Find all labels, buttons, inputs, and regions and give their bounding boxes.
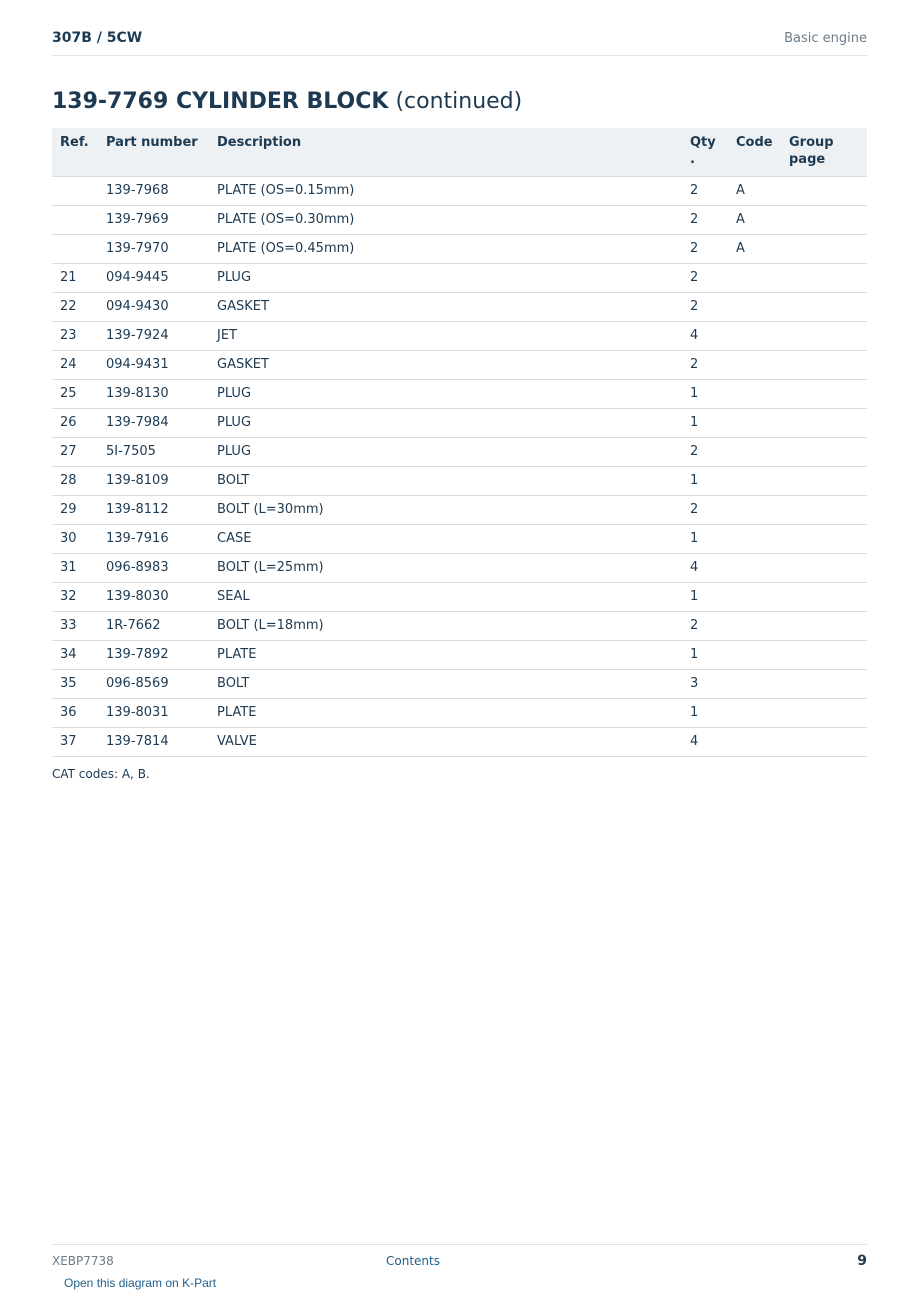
ref-cell: 33	[52, 611, 98, 640]
code-cell	[728, 611, 781, 640]
group-page-cell	[781, 553, 867, 582]
group-page-cell	[781, 263, 867, 292]
qty-cell: 4	[682, 553, 728, 582]
table-row	[52, 698, 867, 727]
description-cell: BOLT (L=18mm)	[209, 611, 682, 640]
col-code-header: Code	[728, 128, 781, 176]
section-label: Basic engine	[784, 31, 867, 46]
ref-cell: 23	[52, 321, 98, 350]
table-row	[52, 466, 867, 495]
description-cell: PLATE (OS=0.45mm)	[209, 234, 682, 263]
code-cell	[728, 379, 781, 408]
qty-cell: 4	[682, 321, 728, 350]
part-number-cell: 139-7984	[98, 408, 209, 437]
ref-cell: 35	[52, 669, 98, 698]
col-qty-header: Qty .	[682, 128, 728, 176]
ref-cell: 22	[52, 292, 98, 321]
part-number-cell: 139-8109	[98, 466, 209, 495]
ref-cell: 30	[52, 524, 98, 553]
qty-cell: 1	[682, 698, 728, 727]
table-header-row	[52, 128, 867, 176]
group-page-cell	[781, 582, 867, 611]
group-page-cell	[781, 698, 867, 727]
code-cell: A	[728, 176, 781, 205]
code-cell	[728, 408, 781, 437]
ref-cell: 34	[52, 640, 98, 669]
code-cell	[728, 263, 781, 292]
table-row	[52, 611, 867, 640]
description-cell: PLATE (OS=0.30mm)	[209, 205, 682, 234]
page-header	[52, 28, 867, 56]
table-row	[52, 408, 867, 437]
ref-cell: 32	[52, 582, 98, 611]
table-row	[52, 524, 867, 553]
part-number-cell: 139-7814	[98, 727, 209, 756]
table-row	[52, 350, 867, 379]
group-page-cell	[781, 379, 867, 408]
part-number-cell: 139-7924	[98, 321, 209, 350]
qty-cell: 1	[682, 466, 728, 495]
code-cell	[728, 727, 781, 756]
table-row	[52, 263, 867, 292]
col-group-page-header: Group page	[781, 128, 867, 176]
description-cell: JET	[209, 321, 682, 350]
code-cell	[728, 466, 781, 495]
part-number-cell: 1R-7662	[98, 611, 209, 640]
code-cell	[728, 350, 781, 379]
assembly-title: 139-7769 CYLINDER BLOCK	[52, 89, 389, 114]
continued-label: (continued)	[395, 89, 523, 114]
table-row	[52, 234, 867, 263]
ref-cell: 21	[52, 263, 98, 292]
part-number-cell: 139-7968	[98, 176, 209, 205]
page-footer	[52, 1244, 867, 1275]
code-cell	[728, 582, 781, 611]
code-cell: A	[728, 205, 781, 234]
code-cell	[728, 437, 781, 466]
table-row	[52, 669, 867, 698]
table-row	[52, 379, 867, 408]
qty-cell: 2	[682, 292, 728, 321]
part-number-cell: 139-7892	[98, 640, 209, 669]
code-cell	[728, 698, 781, 727]
document-id: XEBP7738	[52, 1254, 114, 1268]
table-row	[52, 727, 867, 756]
code-cell	[728, 669, 781, 698]
ref-cell: 28	[52, 466, 98, 495]
description-cell: PLATE	[209, 640, 682, 669]
table-row	[52, 437, 867, 466]
page-title	[52, 89, 522, 114]
description-cell: PLUG	[209, 408, 682, 437]
table-row	[52, 553, 867, 582]
group-page-cell	[781, 669, 867, 698]
group-page-cell	[781, 205, 867, 234]
group-page-cell	[781, 611, 867, 640]
group-page-cell	[781, 234, 867, 263]
part-number-cell: 139-8031	[98, 698, 209, 727]
code-cell	[728, 553, 781, 582]
part-number-cell: 139-7970	[98, 234, 209, 263]
group-page-cell	[781, 640, 867, 669]
description-cell: CASE	[209, 524, 682, 553]
group-page-cell	[781, 292, 867, 321]
ref-cell	[52, 176, 98, 205]
part-number-cell: 094-9445	[98, 263, 209, 292]
open-kpart-link[interactable]: Open this diagram on K-Part	[64, 1276, 217, 1290]
description-cell: PLATE	[209, 698, 682, 727]
ref-cell: 25	[52, 379, 98, 408]
description-cell: VALVE	[209, 727, 682, 756]
group-page-cell	[781, 408, 867, 437]
code-cell	[728, 640, 781, 669]
table-row	[52, 582, 867, 611]
description-cell: BOLT (L=25mm)	[209, 553, 682, 582]
description-cell: BOLT	[209, 466, 682, 495]
qty-cell: 2	[682, 350, 728, 379]
group-page-cell	[781, 495, 867, 524]
description-cell: PLUG	[209, 437, 682, 466]
description-cell: SEAL	[209, 582, 682, 611]
qty-cell: 3	[682, 669, 728, 698]
description-cell: GASKET	[209, 292, 682, 321]
code-cell	[728, 292, 781, 321]
group-page-cell	[781, 350, 867, 379]
description-cell: BOLT	[209, 669, 682, 698]
model-label: 307B / 5CW	[52, 30, 143, 46]
part-number-cell: 096-8569	[98, 669, 209, 698]
parts-table	[52, 128, 867, 757]
part-number-cell: 094-9430	[98, 292, 209, 321]
group-page-cell	[781, 176, 867, 205]
part-number-cell: 5I-7505	[98, 437, 209, 466]
qty-cell: 2	[682, 205, 728, 234]
page-number: 9	[857, 1253, 867, 1269]
part-number-cell: 139-8112	[98, 495, 209, 524]
table-row	[52, 321, 867, 350]
ref-cell: 27	[52, 437, 98, 466]
qty-cell: 1	[682, 408, 728, 437]
description-cell: GASKET	[209, 350, 682, 379]
qty-cell: 2	[682, 611, 728, 640]
qty-cell: 2	[682, 176, 728, 205]
description-cell: PLUG	[209, 379, 682, 408]
ref-cell: 26	[52, 408, 98, 437]
group-page-cell	[781, 727, 867, 756]
qty-cell: 2	[682, 437, 728, 466]
table-row	[52, 176, 867, 205]
contents-link[interactable]: Contents	[386, 1254, 440, 1268]
ref-cell	[52, 234, 98, 263]
ref-cell: 36	[52, 698, 98, 727]
part-number-cell: 139-8130	[98, 379, 209, 408]
cat-codes-note: CAT codes: A, B.	[52, 767, 150, 781]
part-number-cell: 139-8030	[98, 582, 209, 611]
table-row	[52, 292, 867, 321]
description-cell: PLUG	[209, 263, 682, 292]
ref-cell: 29	[52, 495, 98, 524]
ref-cell: 37	[52, 727, 98, 756]
qty-cell: 1	[682, 379, 728, 408]
group-page-cell	[781, 524, 867, 553]
part-number-cell: 139-7916	[98, 524, 209, 553]
col-part-number-header: Part number	[98, 128, 209, 176]
qty-cell: 4	[682, 727, 728, 756]
part-number-cell: 139-7969	[98, 205, 209, 234]
group-page-cell	[781, 321, 867, 350]
table-row	[52, 495, 867, 524]
qty-cell: 1	[682, 640, 728, 669]
qty-cell: 2	[682, 263, 728, 292]
description-cell: PLATE (OS=0.15mm)	[209, 176, 682, 205]
qty-cell: 1	[682, 524, 728, 553]
col-ref-header: Ref.	[52, 128, 98, 176]
qty-cell: 1	[682, 582, 728, 611]
ref-cell: 31	[52, 553, 98, 582]
code-cell	[728, 495, 781, 524]
qty-cell: 2	[682, 234, 728, 263]
part-number-cell: 094-9431	[98, 350, 209, 379]
table-row	[52, 640, 867, 669]
group-page-cell	[781, 466, 867, 495]
code-cell	[728, 321, 781, 350]
col-description-header: Description	[209, 128, 682, 176]
ref-cell: 24	[52, 350, 98, 379]
description-cell: BOLT (L=30mm)	[209, 495, 682, 524]
ref-cell	[52, 205, 98, 234]
code-cell: A	[728, 234, 781, 263]
qty-cell: 2	[682, 495, 728, 524]
group-page-cell	[781, 437, 867, 466]
code-cell	[728, 524, 781, 553]
table-row	[52, 205, 867, 234]
part-number-cell: 096-8983	[98, 553, 209, 582]
parts-table-body	[52, 176, 867, 756]
